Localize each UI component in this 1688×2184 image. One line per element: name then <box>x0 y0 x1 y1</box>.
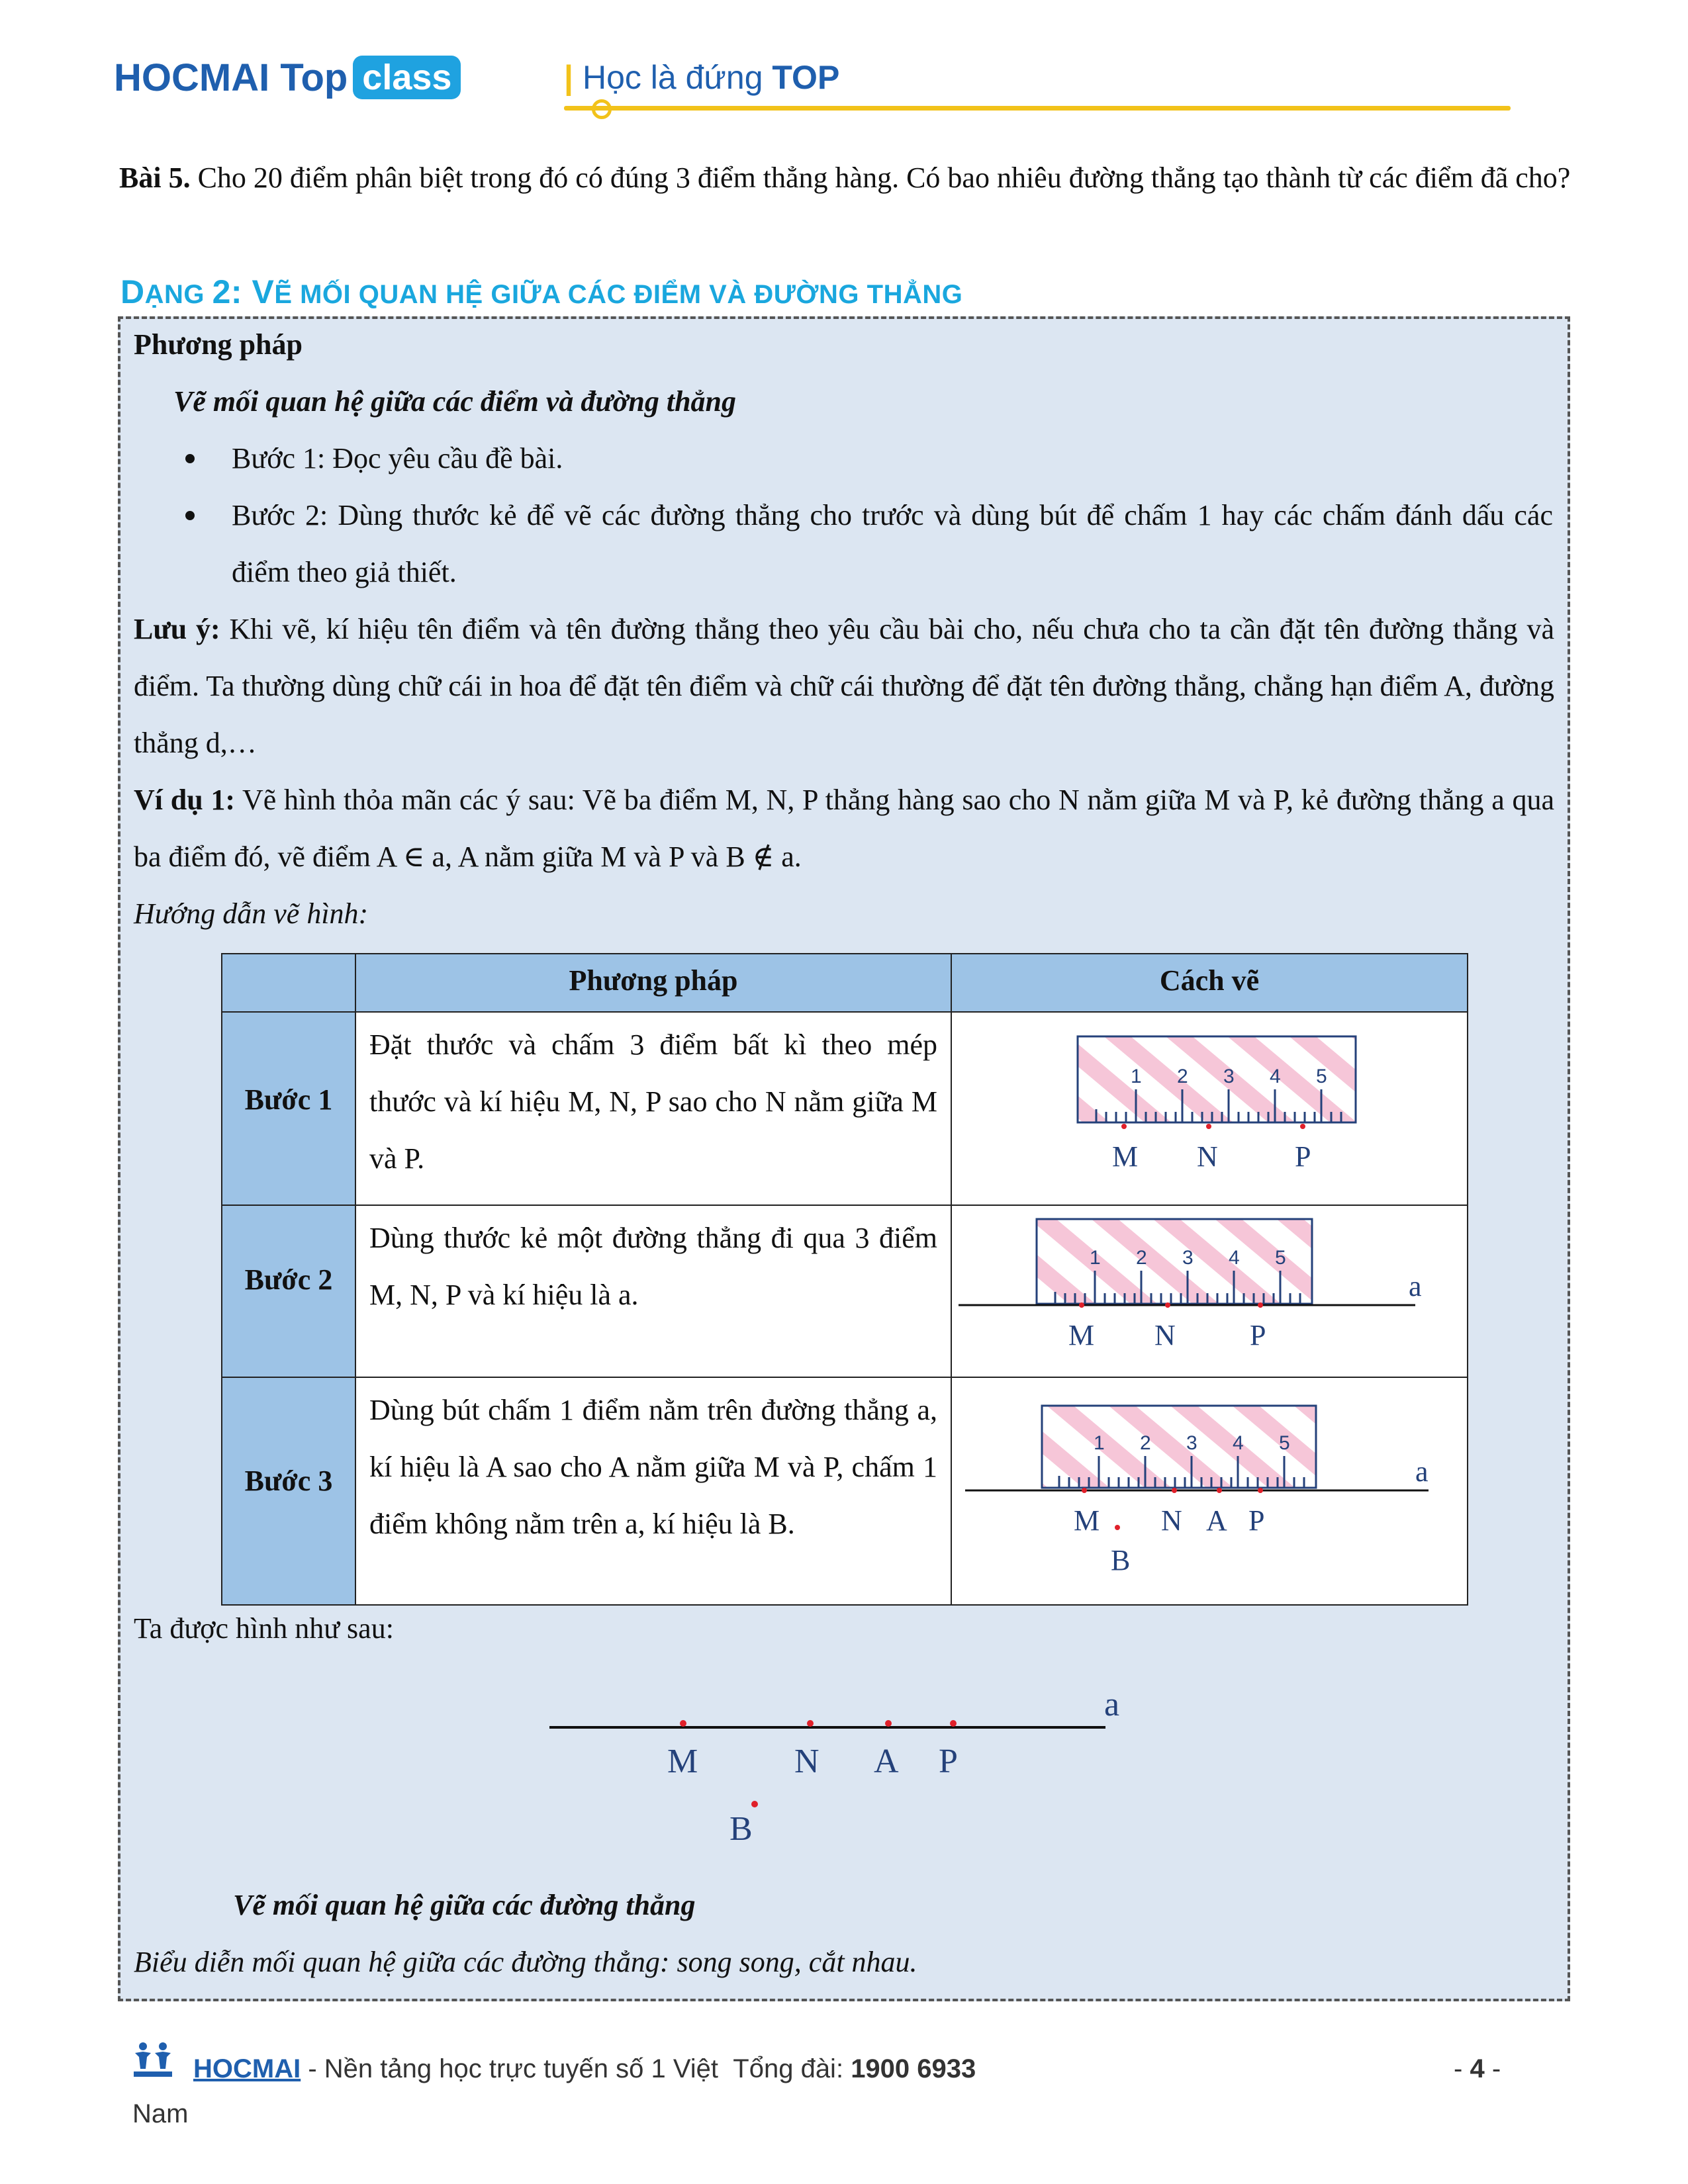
method-step-1: Bước 1: Đọc yêu cầu đề bài. <box>232 442 563 475</box>
point-b <box>751 1801 758 1807</box>
ruler-figure-step-1 <box>952 1013 1467 1205</box>
result-text: Ta được hình như sau: <box>134 1612 394 1645</box>
section-title-ang: ẠNG <box>144 280 212 309</box>
footer-brand-link[interactable]: HOCMAI <box>193 2054 301 2083</box>
label-n: N <box>794 1743 820 1780</box>
table-row-figure-1 <box>951 1011 1468 1206</box>
point-m <box>680 1720 686 1727</box>
table-header-drawing <box>951 953 1468 1013</box>
ruler-body <box>1037 1219 1312 1304</box>
label-p: P <box>939 1743 958 1780</box>
table-header-cell: Cách vẽ <box>1159 964 1260 997</box>
hocmai-topclass-logo <box>114 56 461 101</box>
point-p <box>1300 1124 1305 1129</box>
note-label: Lưu ý: <box>134 613 220 645</box>
example-label: Ví dụ 1: <box>134 784 236 816</box>
ruler-number: 4 <box>1229 1247 1240 1269</box>
label-line-a: a <box>1415 1455 1429 1488</box>
label-n: N <box>1161 1504 1182 1537</box>
slogan-divider: | <box>564 59 573 96</box>
ruler-number: 1 <box>1090 1247 1101 1269</box>
ruler-number: 5 <box>1279 1432 1290 1454</box>
drawing-guide-label: Hướng dẫn vẽ hình: <box>134 897 369 930</box>
label-m: M <box>1074 1504 1100 1537</box>
point-n <box>1165 1302 1170 1308</box>
ruler-number: 1 <box>1131 1066 1142 1087</box>
ruler-number: 2 <box>1177 1066 1188 1087</box>
footer-hotline-label: Tổng đài: <box>733 2054 844 2083</box>
step-description: Dùng thước kẻ một đường thẳng đi qua 3 điểm M, N, P và kí hiệu là a. <box>369 1222 937 1311</box>
point-a <box>1217 1488 1222 1493</box>
table-row-desc-2 <box>355 1205 952 1378</box>
table-row-desc-1 <box>355 1011 952 1206</box>
footer-tagline: - Nền tảng học trực tuyến số 1 Việt <box>301 2054 719 2083</box>
point-m <box>1082 1488 1087 1493</box>
table-row-desc-3 <box>355 1377 952 1606</box>
lines-relation-description: Biểu diễn mối quan hệ giữa các đường thẳng: song song, cắt nhau. <box>134 1946 917 1978</box>
logo-class-badge: class <box>353 56 461 99</box>
ruler-body <box>1078 1036 1356 1122</box>
note-paragraph <box>134 601 1554 772</box>
ruler-number: 2 <box>1140 1432 1151 1454</box>
table-row-figure-2 <box>951 1205 1468 1378</box>
table-row-step-2 <box>221 1205 356 1378</box>
slogan <box>564 58 839 97</box>
point-a <box>885 1720 892 1727</box>
point-p <box>1258 1302 1263 1308</box>
page-number-suffix: - <box>1491 2054 1501 2083</box>
ruler-body <box>1042 1406 1316 1488</box>
footer-continuation: Nam <box>132 2099 189 2128</box>
label-p: P <box>1295 1140 1311 1173</box>
ruler-number: 5 <box>1275 1247 1286 1269</box>
page-number <box>1454 2054 1501 2084</box>
label-m: M <box>667 1743 698 1780</box>
final-figure <box>543 1674 1139 1873</box>
ruler-number: 4 <box>1233 1432 1244 1454</box>
table-header-method <box>355 953 952 1013</box>
section-title <box>120 273 962 311</box>
exercise-label: Bài 5. <box>119 161 191 194</box>
point-m <box>1079 1302 1084 1308</box>
hocmai-people-icon <box>130 2040 176 2079</box>
exercise-5 <box>119 150 1575 206</box>
exercise-text: Cho 20 điểm phân biệt trong đó có đúng 3 điểm thẳng hàng. Có bao nhiêu đường thẳng tạo thành từ các điểm đã cho? <box>190 161 1571 194</box>
label-line-a: a <box>1409 1270 1422 1302</box>
footer-text <box>193 2054 976 2084</box>
method-step-2: Bước 2: Dùng thước kẻ để vẽ các đường thẳng cho trước và dùng bút để chấm 1 hay các chấm đánh dấu các điểm theo giả thiết. <box>232 499 1553 588</box>
label-m: M <box>1068 1319 1095 1351</box>
point-p <box>1258 1488 1263 1493</box>
table-header-empty <box>221 953 356 1013</box>
lines-relation-heading: Vẽ mối quan hệ giữa các đường thẳng <box>233 1889 696 1921</box>
slogan-bold: TOP <box>772 59 840 96</box>
step-label: Bước 3 <box>244 1465 333 1497</box>
label-a: A <box>874 1743 899 1780</box>
note-text: Khi vẽ, kí hiệu tên điểm và tên đường thẳng theo yêu cầu bài cho, nếu chưa cho ta cần đặt tên đường thẳng và điểm. Ta thường dùng chữ cái in hoa để đặt tên điểm và chữ cái thường để đặt tên đường thẳng, chẳng hạn điểm A, đường thẳng d,… <box>134 613 1555 759</box>
label-a: A <box>1206 1504 1227 1537</box>
step-description: Đặt thước và chấm 3 điểm bất kì theo mép thước và kí hiệu M, N, P sao cho N nằm giữa M và P. <box>369 1028 937 1175</box>
ruler-figure-step-2 <box>952 1206 1467 1377</box>
ruler-number: 3 <box>1182 1247 1194 1269</box>
label-n: N <box>1154 1319 1176 1351</box>
logo-main-text: HOCMAI Top <box>114 56 348 99</box>
footer-hotline: 1900 6933 <box>851 2054 976 2083</box>
page-number-prefix: - <box>1454 2054 1463 2083</box>
header-underline <box>564 106 1511 111</box>
table-row-step-3 <box>221 1377 356 1606</box>
table-header-cell: Phương pháp <box>569 964 738 997</box>
label-b: B <box>1111 1544 1131 1576</box>
slogan-text: Học là đứng <box>583 59 763 96</box>
ruler-number: 4 <box>1270 1066 1281 1087</box>
label-b: B <box>729 1810 753 1848</box>
label-n: N <box>1197 1140 1218 1173</box>
method-subheading: Vẽ mối quan hệ giữa các điểm và đường thẳng <box>173 385 737 418</box>
page-number-value: 4 <box>1470 2054 1485 2083</box>
ruler-figure-step-3 <box>952 1378 1467 1604</box>
bullet-icon <box>185 454 195 463</box>
section-title-number: 2: V <box>212 273 275 310</box>
example-text: Vẽ hình thỏa mãn các ý sau: Vẽ ba điểm M, N, P thẳng hàng sao cho N nằm giữa M và P, kẻ đường thẳng a qua ba điểm đó, vẽ điểm A ∈ a, A nằm giữa M và P và B ∉ a. <box>134 784 1555 873</box>
example-paragraph <box>134 772 1554 886</box>
point-n <box>1172 1488 1177 1493</box>
ruler-number: 2 <box>1136 1247 1147 1269</box>
section-title-rest: Ẽ MỐI QUAN HỆ GIỮA CÁC ĐIỂM VÀ ĐƯỜNG THẲNG <box>274 280 963 309</box>
point-b <box>1115 1525 1120 1530</box>
label-line-a: a <box>1104 1686 1120 1723</box>
point-m <box>1121 1124 1127 1129</box>
ruler-number: 5 <box>1316 1066 1327 1087</box>
table-row-figure-3 <box>951 1377 1468 1606</box>
bullet-icon <box>185 511 195 520</box>
step-label: Bước 2 <box>244 1263 333 1296</box>
section-title-d: D <box>120 273 145 310</box>
label-p: P <box>1248 1504 1265 1537</box>
ruler-number: 1 <box>1094 1432 1105 1454</box>
table-row-step-1 <box>221 1011 356 1206</box>
label-m: M <box>1112 1140 1139 1173</box>
step-label: Bước 1 <box>244 1083 333 1116</box>
method-heading: Phương pháp <box>134 328 303 361</box>
point-n <box>1206 1124 1211 1129</box>
step-description: Dùng bút chấm 1 điểm nằm trên đường thẳng a, kí hiệu là A sao cho A nằm giữa M và P, chấm 1 điểm không nằm trên a, kí hiệu là B. <box>369 1394 937 1540</box>
point-n <box>807 1720 814 1727</box>
ruler-number: 3 <box>1223 1066 1235 1087</box>
point-p <box>950 1720 957 1727</box>
label-p: P <box>1250 1319 1266 1351</box>
ruler-number: 3 <box>1186 1432 1197 1454</box>
steps-table <box>221 953 1468 1606</box>
